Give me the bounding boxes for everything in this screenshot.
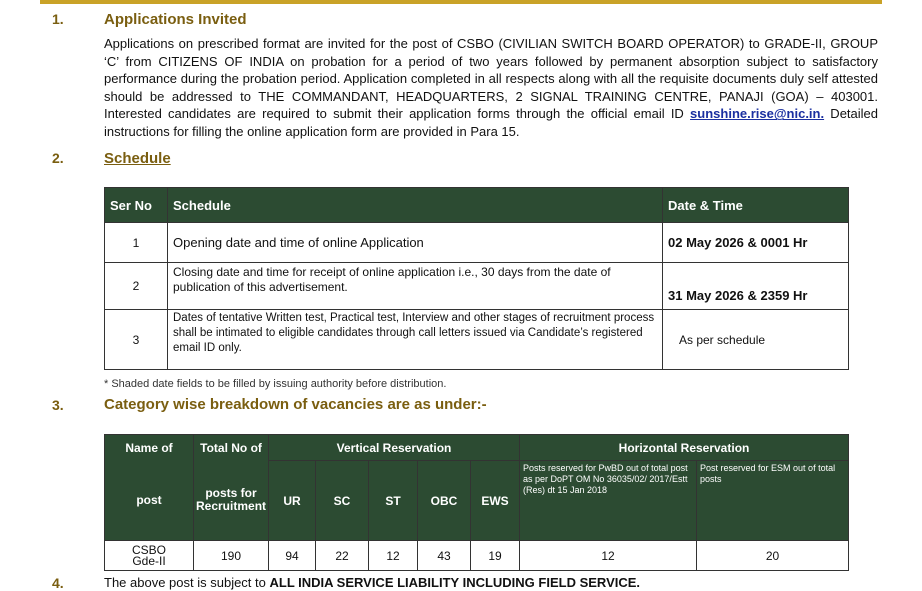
- paragraph-part-b: Detailed instructions for filling the online application form are provided in Para 15.: [104, 106, 878, 139]
- header-total-of: Total No of: [194, 435, 269, 461]
- table-row: [105, 541, 849, 571]
- header-ur: UR: [269, 461, 316, 541]
- date-cell: 02 May 2026 & 0001 Hr: [663, 223, 849, 263]
- ser-cell: 3: [105, 310, 168, 370]
- schedule-footnote: * Shaded date fields to be filled by issuing authority before distribution.: [104, 378, 447, 390]
- section-3-title: Category wise breakdown of vacancies are as under:-: [104, 396, 487, 413]
- header-posts-for-recruitment: [194, 461, 269, 541]
- vacancy-header-row-1: [105, 435, 849, 461]
- header-esm: Post reserved for ESM out of total posts: [697, 461, 849, 541]
- sc-cell: 22: [316, 541, 369, 571]
- obc-cell: 43: [418, 541, 471, 571]
- section-2-title: Schedule: [104, 150, 171, 167]
- header-horizontal-reservation: Horizontal Reservation: [520, 435, 849, 461]
- header-pwbd: Posts reserved for PwBD out of total post as per DoPT OM No 36035/02/ 2017/Estt (Res) dt 15 Jan 2018: [520, 461, 697, 541]
- ews-cell: 19: [471, 541, 520, 571]
- table-row: [105, 223, 849, 263]
- section-4-text-a: The above post is subject to: [104, 575, 270, 590]
- ser-cell: 2: [105, 263, 168, 310]
- total-cell: 190: [194, 541, 269, 571]
- schedule-header-row: [105, 188, 849, 223]
- header-ews: EWS: [471, 461, 520, 541]
- schedule-cell: Opening date and time of online Application: [168, 223, 663, 263]
- header-post: post: [105, 461, 194, 541]
- post-line-1: CSBO: [131, 542, 166, 557]
- section-1-paragraph: [104, 35, 878, 141]
- ser-cell: 1: [105, 223, 168, 263]
- schedule-cell: Closing date and time for receipt of online application i.e., 30 days from the date of publication of this advertisement.: [168, 263, 663, 310]
- header-recruitment: Recruitment: [196, 499, 267, 514]
- esm-cell: 20: [697, 541, 849, 571]
- vacancy-table: [104, 434, 849, 571]
- header-schedule: Schedule: [168, 188, 663, 223]
- schedule-table: [104, 187, 849, 370]
- ur-cell: 94: [269, 541, 316, 571]
- header-obc: OBC: [418, 461, 471, 541]
- date-cell: 31 May 2026 & 2359 Hr: [663, 263, 849, 310]
- header-sc: SC: [316, 461, 369, 541]
- section-4-number: 4.: [52, 575, 64, 591]
- header-vertical-reservation: Vertical Reservation: [269, 435, 520, 461]
- vacancy-header-row-2: [105, 461, 849, 541]
- date-cell: As per schedule: [663, 310, 849, 370]
- paragraph-part-a: Applications on prescribed format are invited for the post of CSBO (CIVILIAN SWITCH BOARD OPERATOR) to GRADE-II, GROUP ‘C’ from CITIZENS OF INDIA on probation for a period of two years followed by permanent absorption subject to satisfactory performance during the probation period. Application completed in all respects along with all the requisite documents duly self attested should be addressed to THE COMMANDANT, HEADQUARTERS, 2 SIGNAL TRAINING CENTRE, PANAJI (GOA) – 403001. Interested candidates are required to submit their application forms through the official email ID: [104, 36, 878, 122]
- section-2-number: 2.: [52, 150, 64, 166]
- table-row: [105, 310, 849, 370]
- header-st: ST: [369, 461, 418, 541]
- header-posts-for: posts for: [205, 486, 257, 501]
- section-4-text: [104, 575, 640, 590]
- top-rule: [40, 0, 882, 4]
- header-ser-no: Ser No: [105, 188, 168, 223]
- pwbd-cell: 12: [520, 541, 697, 571]
- post-cell: [105, 541, 194, 571]
- section-1-title: Applications Invited: [104, 11, 247, 28]
- email-link[interactable]: sunshine.rise@nic.in.: [690, 106, 825, 122]
- schedule-cell: Dates of tentative Written test, Practical test, Interview and other stages of recruitment process shall be intimated to eligible candidates through call letters issued via Candidate’s registered email ID only.: [168, 310, 663, 370]
- st-cell: 12: [369, 541, 418, 571]
- section-4-text-b: ALL INDIA SERVICE LIABILITY INCLUDING FIELD SERVICE.: [269, 575, 641, 590]
- header-name-of: Name of: [105, 435, 194, 461]
- header-date-time: Date & Time: [663, 188, 849, 223]
- section-1-number: 1.: [52, 11, 64, 27]
- section-3-number: 3.: [52, 397, 64, 413]
- post-line-2: Gde-II: [132, 553, 166, 568]
- table-row: [105, 263, 849, 310]
